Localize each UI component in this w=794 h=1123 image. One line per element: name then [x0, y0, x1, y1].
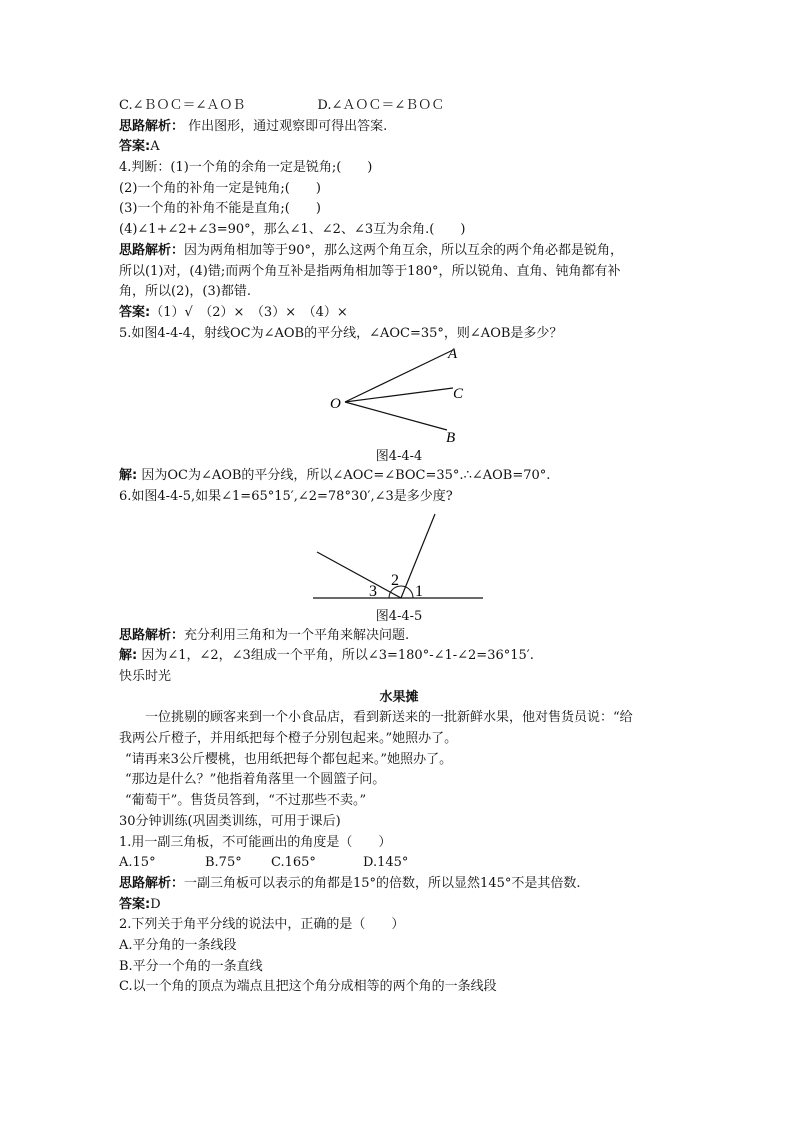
answer-label: 答案: [119, 139, 151, 155]
solution-text: 因为∠1，∠2，∠3组成一个平角，所以∠3=180°-∠1-∠2=36°15′. [137, 648, 534, 664]
answer-text: （1）√ （2）× （3）× （4）× [150, 304, 348, 320]
figure-4-4-4-caption: 图4-4-4 [375, 449, 423, 465]
story-title: 水果摊 [379, 689, 419, 705]
hint-label: 思路解析： [119, 242, 185, 258]
solution-label: 解: [119, 468, 138, 484]
label-c: C [453, 386, 464, 403]
label-b: B [446, 430, 456, 447]
hint-text: 因为两角相加等于90°，那么这两个角互余，所以互余的两个角必都是锐角， [184, 242, 624, 258]
t1-options-row [119, 853, 679, 874]
hint-label: 思路解析： [119, 875, 185, 891]
q3-option-c: C.∠ＢＯＣ＝∠ＡＯＢ [119, 98, 246, 113]
straight-angle-diagram [119, 508, 679, 608]
document-page [119, 96, 679, 998]
fun-section-title: 快乐时光 [119, 669, 172, 684]
q4-item-2: (2)一个角的补角一定是钝角;( ) [119, 180, 321, 196]
answer-text: A [150, 139, 160, 155]
figure-4-4-5-caption: 图4-4-5 [375, 608, 423, 624]
ray-ob [345, 402, 447, 430]
q3-answer [119, 137, 679, 158]
angle-bisector-diagram [119, 344, 679, 448]
t2-option-a: A.平分角的一条线段 [119, 937, 237, 953]
q4-hint-line-1 [119, 241, 679, 262]
training-title: 30分钟训练(巩固类训练，可用于课后) [119, 813, 341, 829]
hint-text: 作出图形，通过观察即可得出答案. [184, 118, 388, 134]
story-paragraph-1-line-2: 我两公斤橙子，并用纸把每个橙子分别包起来。”她照办了。 [119, 731, 458, 747]
t1-option-c: C.165° [271, 855, 316, 871]
q6-title: 6.如图4-4-5,如果∠1=65°15′,∠2=78°30′,∠3是多少度? [119, 488, 453, 504]
q4-item-4: (4)∠1+∠2+∠3=90°，那么∠1、∠2、∠3互为余角.( ) [119, 222, 466, 238]
q4-title: 4.判断：(1)一个角的余角一定是锐角;( ) [119, 160, 373, 176]
q6-solution [119, 646, 679, 667]
label-o: O [330, 396, 341, 413]
q5-solution [119, 466, 679, 487]
q4-hint-line-3: 角，所以(2)，(3)都错. [119, 284, 251, 300]
story-paragraph-4: “葡萄干”。售货员答到，“不过那些不卖。” [125, 793, 367, 809]
answer-text: D [150, 896, 161, 912]
label-angle-3: 3 [369, 582, 377, 600]
t2-option-b: B.平分一个角的一条直线 [119, 958, 263, 974]
t1-option-a: A.15° [119, 855, 156, 871]
ray-left [317, 552, 401, 598]
hint-text: 充分利用三角和为一个平角来解决问题. [184, 627, 410, 643]
t2-option-c: C.以一个角的顶点为端点且把这个角分成相等的两个角的一条线段 [119, 979, 497, 995]
q3-option-d: D.∠ＡＯＣ＝∠ＢＯＣ [317, 98, 445, 113]
q6-hint [119, 626, 679, 647]
q4-item-3: (3)一个角的补角不能是直角;( ) [119, 201, 321, 217]
label-a: A [448, 346, 458, 363]
q4-answer [119, 303, 679, 324]
label-angle-2: 2 [391, 571, 399, 589]
q3-options-row [119, 96, 679, 117]
hint-text: 一副三角板可以表示的角都是15°的倍数，所以显然145°不是其倍数. [184, 875, 581, 891]
t1-answer [119, 895, 679, 916]
answer-label: 答案: [119, 304, 151, 320]
ray-oa [345, 350, 453, 402]
solution-text: 因为OC为∠AOB的平分线，所以∠AOC=∠BOC=35°.∴∠AOB=70°. [137, 468, 551, 484]
figure-4-4-5 [119, 508, 679, 608]
ray-oc [345, 388, 453, 402]
t1-hint [119, 874, 679, 895]
story-paragraph-1-line-1: 一位挑剔的顾客来到一个小食品店，看到新送来的一批新鲜水果，他对售货员说：“给 [145, 710, 633, 726]
t1-option-b: B.75° [205, 855, 242, 871]
label-angle-1: 1 [415, 582, 423, 600]
t1-option-d: D.145° [363, 855, 409, 871]
t2-title: 2.下列关于角平分线的说法中，正确的是（ ） [119, 917, 405, 933]
story-paragraph-3: “那边是什么？”他指着角落里一个圆篮子问。 [125, 772, 386, 788]
t1-title: 1.用一副三角板，不可能画出的角度是（ ） [119, 834, 392, 850]
hint-label: 思路解析： [119, 627, 185, 643]
story-paragraph-2: “请再来3公斤樱桃，也用纸把每个都包起来。”她照办了。 [125, 751, 453, 767]
q5-title: 5.如图4-4-4，射线OC为∠AOB的平分线，∠AOC=35°，则∠AOB是多少？ [119, 325, 563, 341]
hint-label: 思路解析： [119, 118, 185, 134]
answer-label: 答案: [119, 896, 151, 912]
figure-4-4-4 [119, 344, 679, 448]
q3-hint [119, 117, 679, 138]
q4-hint-line-2: 所以(1)对，(4)错;而两个角互补是指两角相加等于180°，所以锐角、直角、钝角都有补 [119, 263, 621, 279]
solution-label: 解: [119, 648, 138, 664]
